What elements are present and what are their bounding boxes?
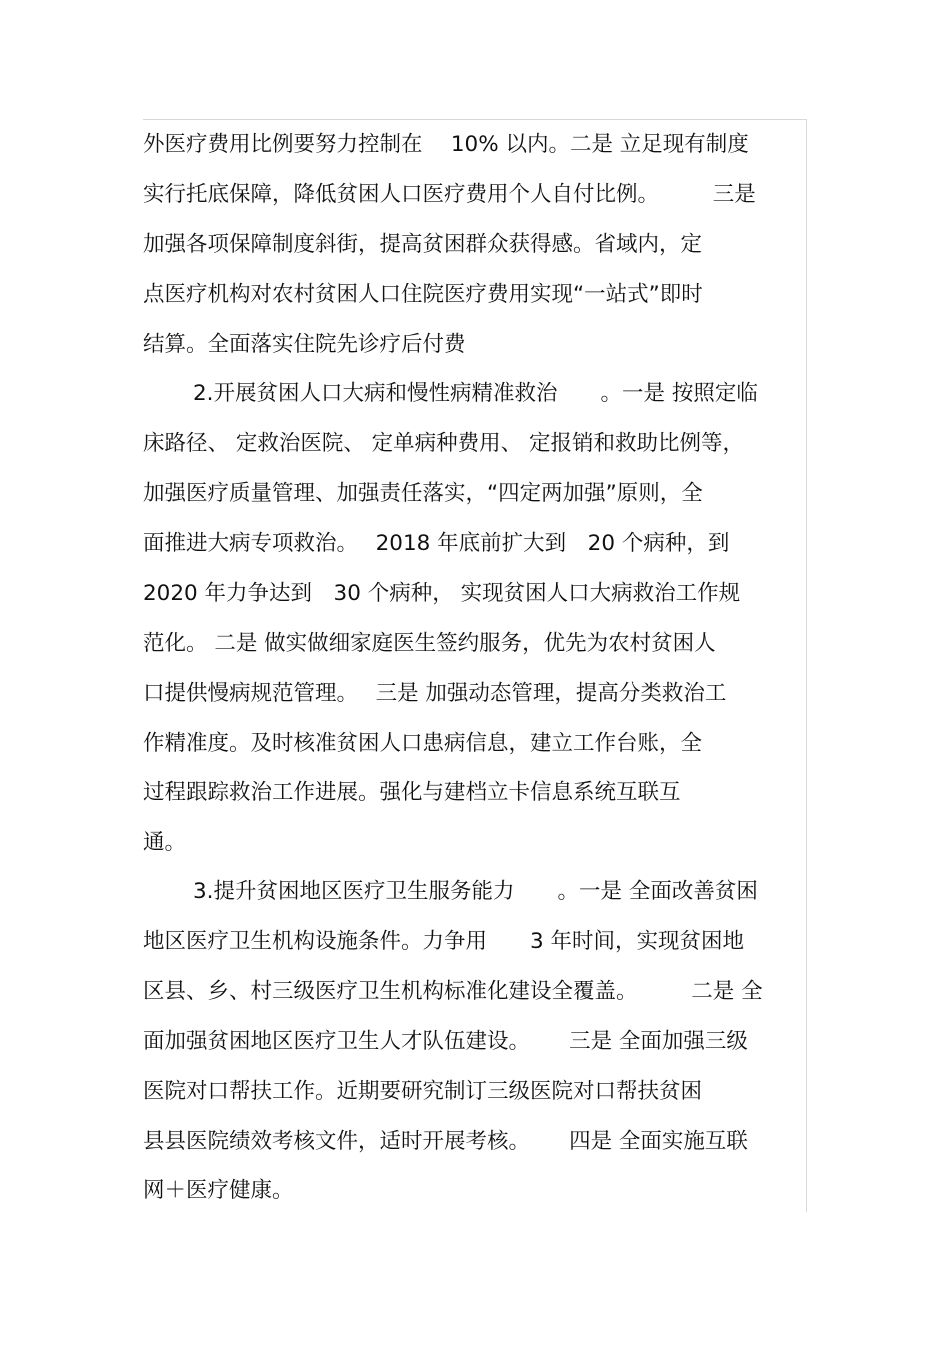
text-line: 结算。全面落实住院先诊疗后付费 [143, 332, 466, 357]
text-line: 2020 年力争达到 30 个病种， 实现贫困人口大病救治工作规 [143, 581, 741, 606]
text-line: 范化。 二是 做实做细家庭医生签约服务，优先为农村贫困人 [143, 631, 716, 656]
text-line: 床路径、 定救治医院、 定单病种费用、 定报销和救助比例等， [143, 431, 745, 456]
text-line: 面推进大病专项救治。 2018 年底前扩大到 20 个病种，到 [143, 531, 730, 556]
text-line: 面加强贫困地区医疗卫生人才队伍建设。 三是 全面加强三级 [143, 1029, 748, 1054]
text-line: 作精准度。及时核准贫困人口患病信息，建立工作台账，全 [143, 731, 703, 756]
section-heading-line: 3.提升贫困地区医疗卫生服务能力 。一是 全面改善贫困 [193, 879, 758, 904]
text-line: 加强各项保障制度斜街，提高贫困群众获得感。省域内，定 [143, 232, 703, 257]
text-line: 地区医疗卫生机构设施条件。力争用 3 年时间，实现贫困地 [143, 929, 745, 954]
text-line: 外医疗费用比例要努力控制在 10% 以内。二是 立足现有制度 [143, 132, 749, 157]
text-line: 医院对口帮扶工作。近期要研究制订三级医院对口帮扶贫困 [143, 1079, 703, 1104]
text-line: 过程跟踪救治工作进展。强化与建档立卡信息系统互联互 [143, 780, 681, 805]
section-heading-line: 2.开展贫困人口大病和慢性病精准救治 。一是 按照定临 [193, 381, 758, 406]
text-line: 县县医院绩效考核文件，适时开展考核。 四是 全面实施互联 [143, 1129, 748, 1154]
text-line: 通。 [143, 830, 187, 855]
text-line: 区县、乡、村三级医疗卫生机构标准化建设全覆盖。 二是 全 [143, 979, 763, 1004]
text-line: 口提供慢病规范管理。 三是 加强动态管理，提高分类救治工 [143, 681, 727, 706]
text-line: 加强医疗质量管理、加强责任落实，“四定两加强”原则，全 [143, 481, 703, 506]
text-line: 点医疗机构对农村贫困人口住院医疗费用实现“一站式”即时 [143, 282, 703, 307]
text-line: 网＋医疗健康。 [143, 1178, 294, 1203]
page-border-top [143, 119, 807, 120]
text-line: 实行托底保障，降低贫困人口医疗费用个人自付比例。 三是 [143, 182, 756, 207]
page-border-right [806, 119, 807, 1212]
